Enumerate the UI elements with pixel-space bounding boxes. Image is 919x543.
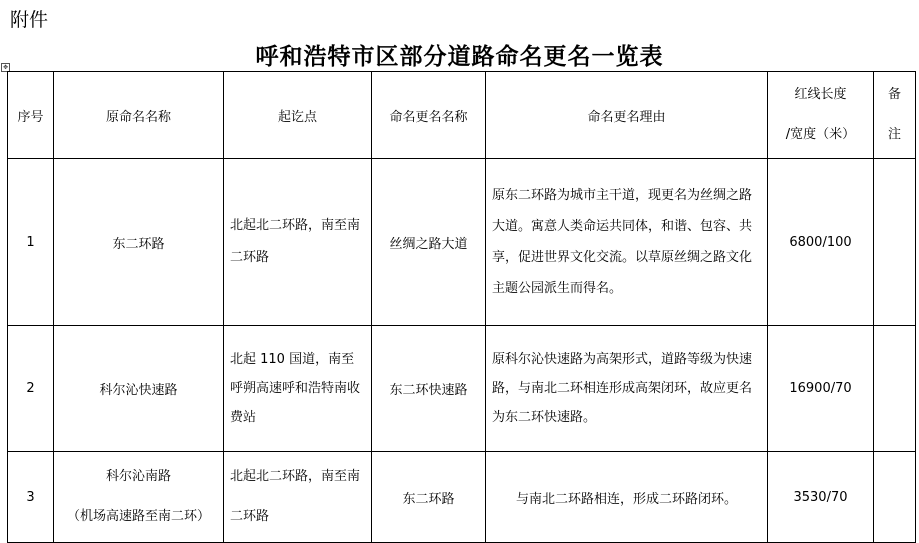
col-header-remark [874,72,916,159]
col-header-size-line1: 红线长度 [794,87,847,102]
cell-new-name: 东二环路 [372,452,486,543]
cell-remark [874,326,916,452]
cell-start-end: 北起北二环路，南至南二环路 [224,452,372,543]
cell-remark [874,452,916,543]
cell-no: 1 [8,159,54,326]
cell-new-name: 丝绸之路大道 [372,159,486,326]
col-header-remark-line1: 备 [887,87,901,102]
cell-size: 6800/100 [768,159,874,326]
col-header-original-name: 原命名名称 [54,72,224,159]
table-row [8,326,916,452]
cell-original-name: 科尔沁快速路 [54,326,224,452]
cell-reason: 与南北二环路相连，形成二环路闭环。 [486,452,768,543]
cell-size: 3530/70 [768,452,874,543]
cell-original-name-line2: （机场高速路至南二环） [66,509,210,524]
col-header-new-name: 命名更名名称 [372,72,486,159]
table-anchor-icon: ✥ [2,64,9,71]
document-title: 呼和浩特市区部分道路命名更名一览表 [255,43,664,70]
cell-new-name: 东二环快速路 [372,326,486,452]
table-header-row [8,72,916,159]
cell-original-name [54,452,224,543]
table-row [8,452,916,543]
cell-no: 3 [8,452,54,543]
cell-start-end: 北起 110 国道，南至呼朔高速呼和浩特南收费站 [224,326,372,452]
cell-start-end: 北起北二环路，南至南二环路 [224,159,372,326]
col-header-no: 序号 [8,72,54,159]
col-header-start-end: 起讫点 [224,72,372,159]
col-header-size [768,72,874,159]
cell-reason: 原东二环路为城市主干道，现更名为丝绸之路大道。寓意人类命运共同体，和谐、包容、共享，促进世界文化交流。以草原丝绸之路文化主题公园派生而得名。 [486,159,768,326]
col-header-size-line2: /宽度（米） [785,127,856,142]
cell-no: 2 [8,326,54,452]
cell-remark [874,159,916,326]
cell-reason: 原科尔沁快速路为高架形式，道路等级为快速路，与南北二环相连形成高架闭环，故应更名为东二环快速路。 [486,326,768,452]
road-naming-table [7,71,916,543]
col-header-reason: 命名更名理由 [486,72,768,159]
cell-size: 16900/70 [768,326,874,452]
attachment-label: 附件 [10,9,49,31]
cell-original-name-line1: 科尔沁南路 [105,469,171,484]
col-header-remark-line2: 注 [887,127,901,142]
cell-original-name: 东二环路 [54,159,224,326]
table-row [8,159,916,326]
